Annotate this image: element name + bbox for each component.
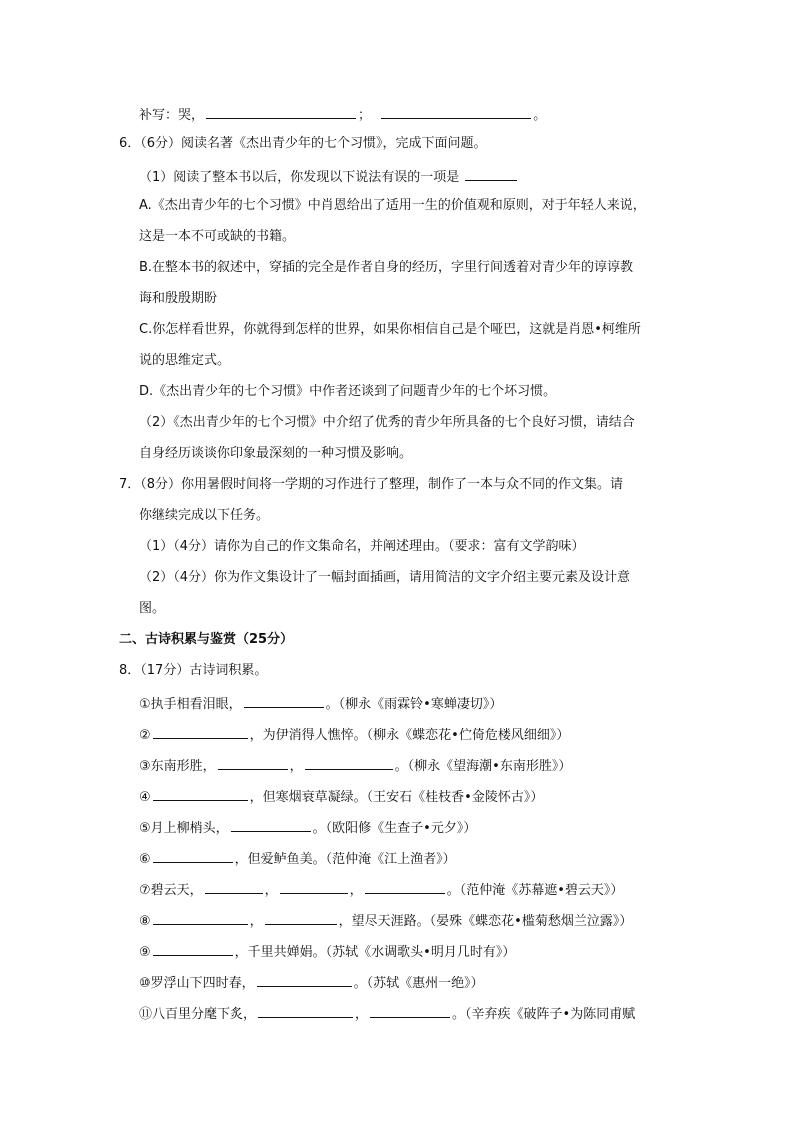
supplement-line: 补写：哭， ； 。 <box>139 104 546 122</box>
answer-blank[interactable] <box>153 724 248 739</box>
answer-blank[interactable] <box>153 910 248 925</box>
option-c-line1: C.你怎样看世界，你就得到怎样的世界，如果你相信自己是个哑巴，这就是肖恩•柯维所 <box>139 322 641 337</box>
poem-item-2: ② ，为伊消得人憔悴。（柳永《蝶恋花•伫倚危楼风细细》） <box>139 724 569 742</box>
poem-item-9: ⑨ ，千里共婵娟。（苏轼《水调歌头•明月几时有》） <box>139 941 515 959</box>
question-6-1: （1）阅读了整本书以后，你发现以下说法有误的一项是 <box>139 166 519 184</box>
poem-item-3: ③东南形胜， ， 。（柳永《望海潮•东南形胜》） <box>139 755 571 773</box>
poem-item-10: ⑩罗浮山下四时春， 。（苏轼《惠州一绝》） <box>139 972 484 990</box>
question-6-2-line2: 自身经历谈谈你印象最深刻的一种习惯及影响。 <box>139 446 413 461</box>
answer-blank[interactable] <box>218 755 288 770</box>
answer-blank[interactable] <box>381 104 531 119</box>
poem-item-1: ①执手相看泪眼， 。（柳永《雨霖铃•寒蝉凄切》） <box>139 693 502 711</box>
question-7-line1: 7．（8分）你用暑假时间将一学期的习作进行了整理，制作了一本与众不同的作文集。请 <box>119 477 624 492</box>
question-6-2-line1: （2）《杰出青少年的七个习惯》中介绍了优秀的青少年所具备的七个良好习惯，请结合 <box>139 415 635 430</box>
answer-blank[interactable] <box>280 879 348 894</box>
answer-blank[interactable] <box>153 786 248 801</box>
answer-blank[interactable] <box>365 879 445 894</box>
answer-blank[interactable] <box>265 910 337 925</box>
option-c-line2: 说的思维定式。 <box>139 353 231 368</box>
answer-blank[interactable] <box>206 104 356 119</box>
answer-blank[interactable] <box>205 879 263 894</box>
option-d: D.《杰出青少年的七个习惯》中作者还谈到了问题青少年的七个坏习惯。 <box>139 384 557 399</box>
option-b-line1: B.在整本书的叙述中，穿插的完全是作者自身的经历，字里行间透着对青少年的谆谆教 <box>139 260 634 275</box>
poem-item-4: ④ ，但寒烟衰草凝绿。（王安石《桂枝香•金陵怀古》） <box>139 786 543 804</box>
question-7-2-line1: （2）（4分）你为作文集设计了一幅封面插画，请用简洁的文字介绍主要元素及设计意 <box>139 570 631 585</box>
question-7-1: （1）（4分）请你为自己的作文集命名，并阐述理由。（要求：富有文学韵味） <box>139 539 585 554</box>
answer-blank[interactable] <box>153 848 233 863</box>
question-7-line2: 你继续完成以下任务。 <box>139 508 270 523</box>
answer-blank[interactable] <box>231 817 311 832</box>
answer-blank[interactable] <box>244 693 324 708</box>
poem-item-8: ⑧ ， ，望尽天涯路。（晏殊《蝶恋花•槛菊愁烟兰泣露》） <box>139 910 632 928</box>
poem-item-11: ⑪八百里分麾下炙， ， 。（辛弃疾《破阵子•为陈同甫赋 <box>139 1003 635 1021</box>
option-a-line1: A.《杰出青少年的七个习惯》中肖恩给出了适用一生的价值观和原则，对于年轻人来说， <box>139 198 646 213</box>
answer-blank[interactable] <box>465 166 517 181</box>
option-b-line2: 诲和殷殷期盼 <box>139 291 218 306</box>
poem-item-5: ⑤月上柳梢头， 。（欧阳修《生查子•元夕》） <box>139 817 476 835</box>
question-6-title: 6．（6分）阅读名著《杰出青少年的七个习惯》，完成下面问题。 <box>119 136 487 151</box>
answer-blank[interactable] <box>370 1003 450 1018</box>
option-a-line2: 这是一本不可或缺的书籍。 <box>139 229 296 244</box>
answer-blank[interactable] <box>153 941 233 956</box>
answer-blank[interactable] <box>305 755 393 770</box>
section-2-heading: 二、古诗积累与鉴赏（25分） <box>119 632 294 647</box>
question-7-2-line2: 图。 <box>139 601 166 616</box>
question-8-title: 8．（17分）古诗词积累。 <box>119 663 268 678</box>
answer-blank[interactable] <box>257 972 352 987</box>
poem-item-6: ⑥ ，但爱鲈鱼美。（范仲淹《江上渔者》） <box>139 848 456 866</box>
answer-blank[interactable] <box>258 1003 353 1018</box>
poem-item-7: ⑦碧云天， ， ， 。（范仲淹《苏幕遮•碧云天》） <box>139 879 623 897</box>
